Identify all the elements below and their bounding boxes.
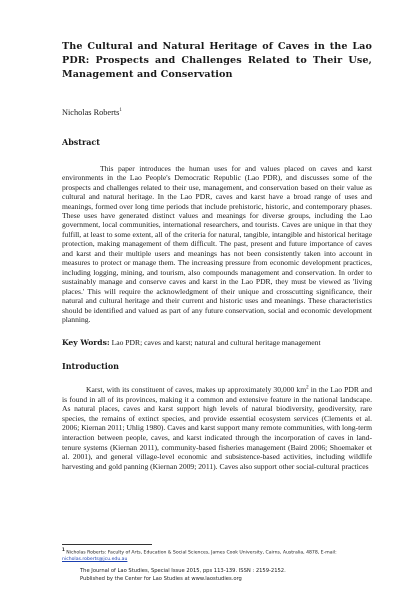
introduction-text	[62, 385, 372, 471]
author-name: Nicholas Roberts	[62, 107, 120, 117]
journal-publisher: Published by the Center for Lao Studies at www.laostudies.org	[80, 576, 242, 583]
journal-citation: The Journal of Lao Studies, Special Issue 2015, pps 113-139. ISSN : 2159-2152.	[80, 568, 286, 574]
abstract-text: This paper introduces the human uses for and values placed on caves and karst environments in the Lao People's Democratic Republic (Lao PDR), and discusses some of the prospects and challenges related to their use, management, and conservation based on their value as cultural and natural heritage. In the Lao PDR, caves and karst have a broad range of uses and meanings, formed over long time periods that include prehistoric, historic, and contemporary phases. These uses have generated distinct values and meanings for diverse groups, including the Lao government, local communities, international researchers, and tourists. Caves are unique in that they fulfill, at least to some extent, all of the criteria for natural, tangible, intangible and historical heritage protection, making management of them difficult. The past, present and future importance of caves and karst and their multiple users and meanings has not been consistently taken into account in measures to protect or manage them. The increasing pressure from economic development practices, including logging, mining, and tourism, also compounds management and conservation. In order to sustainably manage and conserve caves and karst in the Lao PDR, they must be viewed as 'living places.' This will require the acknowledgment of their unique and crosscutting significance, their natural and cultural heritage and their current and historic uses and meanings. These characteristics should be identified and valued as part of any future conservation, social and economic development planning.	[62, 163, 372, 325]
keywords-label: Key Words:	[62, 338, 110, 348]
footnote	[62, 547, 367, 564]
journal-info	[80, 567, 380, 584]
footnote-text: Nicholas Roberts: Faculty of Arts, Education & Social Sciences, James Cook University, Cairns, Australia, 4878, E-mail:	[64, 550, 337, 556]
introduction-heading: Introduction	[62, 360, 119, 371]
introduction-text-part1: Karst, with its constituent of caves, makes up approximately 30,000 km	[86, 384, 307, 394]
introduction-text-part2: in the Lao PDR and is found in all of its provinces, making it a common and extensive feature in the national landscape. As natural places, caves and karst support high levels of natural biodiversity, geodiversity, rare species, the remains of extinct species, and provide essential ecosystem services (Clements et al. 2006; Kiernan 2011; Uhlig 1980). Caves and karst support many remote communities, with long-term interaction between people, caves, and karst indicated through the incorporation of caves in land-tenure systems (Kiernan 2011), community-based fisheries management (Baird 2006; Shoemaker et al. 2001), and general village-level economic and subsistence-based activities, including wildlife harvesting and gold panning (Kiernan 2009; 2011). Caves also support other social-cultural practices	[62, 384, 372, 471]
superscript-2: 2	[306, 385, 309, 391]
abstract-heading: Abstract	[62, 136, 100, 147]
keywords-line	[62, 338, 372, 348]
footnote-mark: 1	[62, 547, 65, 552]
keywords-text: Lao PDR; caves and karst; natural and cultural heritage management	[109, 338, 321, 348]
article-title: The Cultural and Natural Heritage of Caves in the Lao PDR: Prospects and Challenges Related to Their Use, Management and Conservation	[62, 41, 372, 80]
author-line	[62, 106, 372, 118]
author-footnote-mark: 1	[119, 108, 122, 113]
article-page	[62, 40, 372, 471]
footnote-divider	[62, 544, 152, 545]
footnote-email-link[interactable]: nicholas.roberts@jcu.edu.au	[62, 557, 128, 563]
